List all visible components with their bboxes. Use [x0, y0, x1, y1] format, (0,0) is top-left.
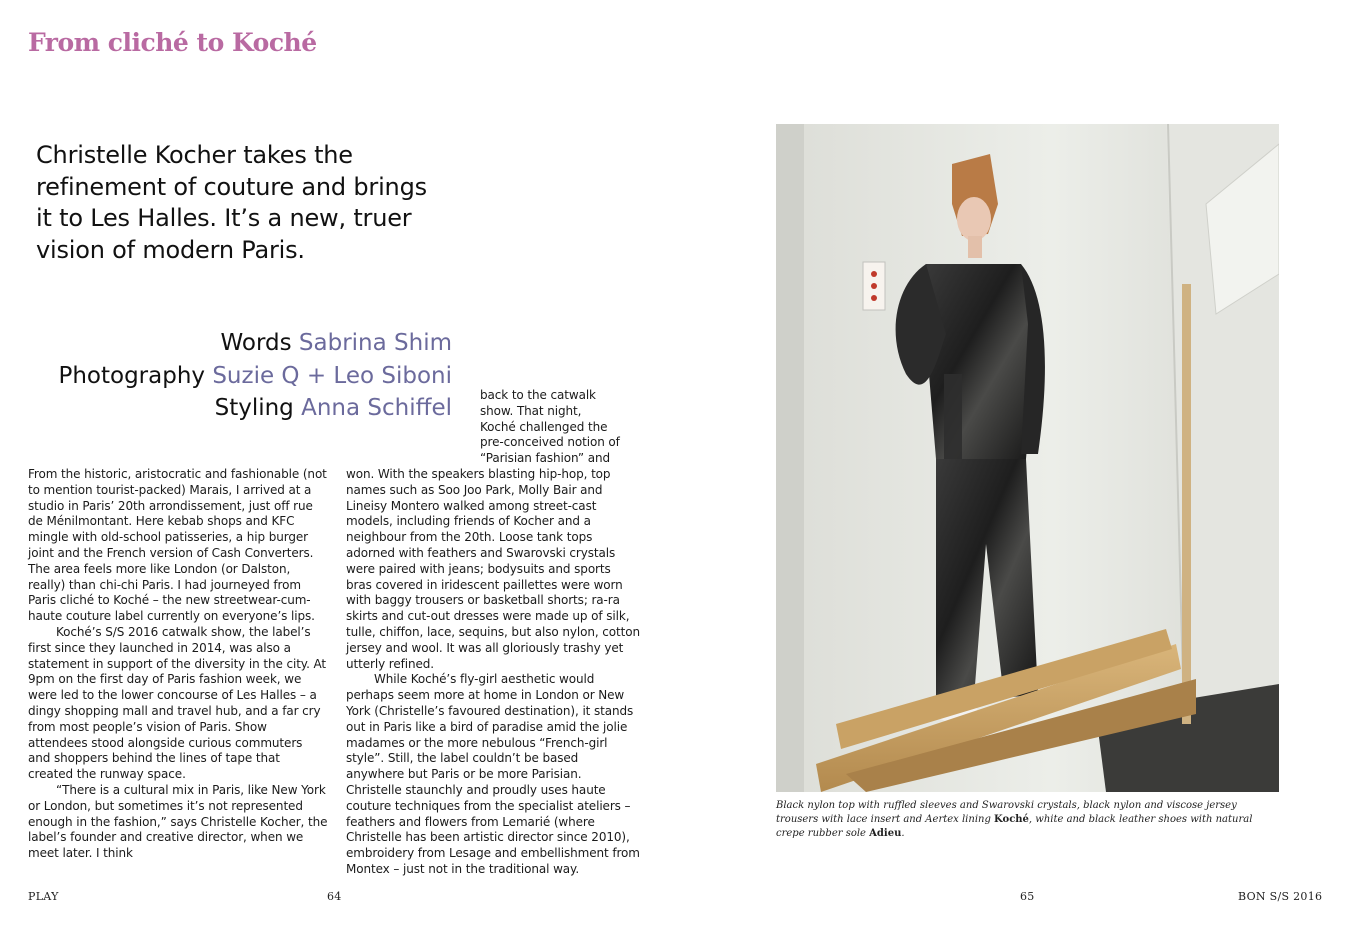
- section-label: PLAY: [28, 890, 59, 903]
- body-paragraph: back to the catwalk show. That night, Koché challenged the pre-conceived notion of “Parisian fashion” and: [480, 388, 620, 466]
- body-column-2-top: [480, 388, 620, 467]
- body-paragraph: From the historic, aristocratic and fashionable (not to mention tourist-packed) Marais, I arrived at a studio in Paris’ 20th arrondissement, just off rue de Ménilmontant. Here kebab shops and KFC mingle with old-school patisseries, a hip burger joint and the French version of Cash Converters. The area feels more like London (or Dalston, really) than chi-chi Paris. I had journeyed from Paris cliché to Koché – the new streetwear-cum-haute couture label currently on everyone’s lips.: [28, 467, 327, 624]
- body-paragraph: While Koché’s fly-girl aesthetic would perhaps seem more at home in London or New York (Christelle’s favoured destination), it stands out in Paris like a bird of paradise amid the jolie madames or the more nebulous “French-girl style”. Still, the label couldn’t be based anywhere but Paris or be more Parisian. Christelle staunchly and proudly uses haute couture techniques from the specialist ateliers – feathers and flowers from Lemarié (where Christelle has been artistic director since 2010), embroidery from Lesage and embellishment from Montex – just not in the traditional way.: [346, 672, 640, 876]
- caption-brand: Koché: [994, 813, 1029, 825]
- caption-text: , white and black leather shoes with natural crepe rubber sole: [776, 813, 1253, 839]
- body-paragraph: Koché’s S/S 2016 catwalk show, the label’s first since they launched in 2014, was also a statement in support of the diversity in the city. At 9pm on the first day of Paris fashion week, we were led to the lower concourse of Les Halles – a dingy shopping mall and travel hub, and a far cry from most people’s vision of Paris. Show attendees stood alongside curious commuters and shoppers behind the lines of tape that created the runway space.: [28, 624, 327, 782]
- caption-text: Black nylon top with ruffled sleeves and Swarovski crystals, black nylon and viscose jersey trousers with lace insert and Aertex lining: [776, 800, 1237, 825]
- credits: [40, 327, 452, 425]
- issue-label: BON S/S 2016: [1238, 890, 1323, 903]
- credit-role: Words: [220, 330, 292, 356]
- credit-role: Styling: [214, 395, 294, 421]
- credit-photography: [40, 360, 452, 393]
- page-number-right: 65: [1020, 890, 1035, 903]
- credit-styling: [40, 392, 452, 425]
- body-paragraph: “There is a cultural mix in Paris, like New York or London, but sometimes it’s not represented enough in the fashion,” says Christelle Kocher, the label’s founder and creative director, when we meet later. I think: [28, 782, 328, 861]
- photo-caption: [776, 799, 1266, 840]
- credit-name: Sabrina Shim: [298, 330, 452, 356]
- body-column-1: [28, 467, 328, 862]
- body-column-2: [346, 467, 640, 878]
- credit-name: Anna Schiffel: [301, 395, 452, 421]
- body-paragraph: won. With the speakers blasting hip-hop, top names such as Soo Joo Park, Molly Bair and Lineisy Montero walked among street-cast models, including friends of Kocher and a neighbour from the 20th. Loose tank tops adorned with feathers and Swarovski crystals were paired with jeans; bodysuits and sports bras covered in iridescent paillettes were worn with baggy trousers or basketball shorts; ra-ra skirts and cut-out dresses were made up of silk, tulle, chiffon, lace, sequins, but also nylon, cotton jersey and wool. It was all gloriously trashy yet utterly refined.: [346, 467, 640, 671]
- caption-brand: Adieu: [869, 827, 902, 839]
- page-number-left: 64: [327, 890, 342, 903]
- credit-role: Photography: [58, 362, 206, 389]
- standfirst: Christelle Kocher takes the refinement of couture and brings it to Les Halles. It’s a new, truer vision of modern Paris.: [36, 141, 427, 264]
- fashion-photo: [776, 124, 1279, 792]
- article-title: From cliché to Koché: [28, 28, 317, 57]
- credit-words: [40, 327, 452, 360]
- credit-name: Suzie Q + Leo Siboni: [212, 362, 452, 389]
- caption-text: .: [901, 827, 905, 839]
- photo-illustration: [776, 124, 1279, 792]
